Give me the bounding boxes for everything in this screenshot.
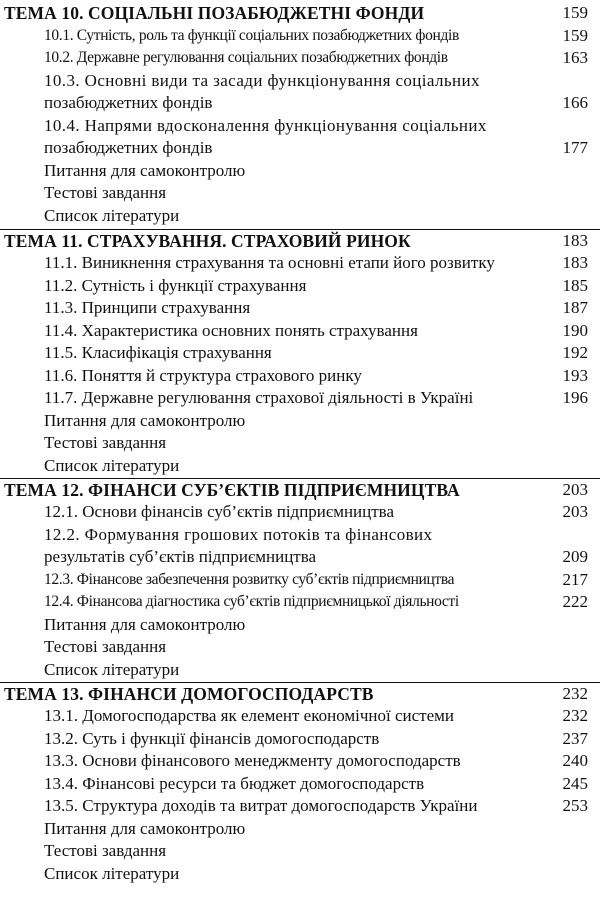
toc-entry-text: результатів суб’єктів підприємництва <box>44 547 317 566</box>
toc-entry <box>0 728 588 750</box>
toc-entry-page-number: 187 <box>562 298 588 317</box>
toc-entry-page-number: 203 <box>562 502 588 521</box>
toc-topic-heading-text: ТЕМА 11. СТРАХУВАННЯ. СТРАХОВИЙ РИНОК <box>4 230 411 251</box>
toc-entry <box>0 137 588 159</box>
toc-topic-heading <box>0 2 588 24</box>
toc-entry <box>0 773 588 795</box>
toc-entry-text: 11.6. Поняття й структура страхового ринку <box>44 365 362 385</box>
toc-extra-item-text: Список літератури <box>44 455 180 475</box>
toc-entry-text: 10.3. Основні види та засади функціонування соціальних <box>44 70 480 90</box>
toc-entry-text: 11.4. Характеристика основних понять страхування <box>44 320 418 340</box>
toc-entry-text: 11.7. Державне регулювання страхової діяльності в Україні <box>44 388 474 407</box>
toc-extra-item <box>0 863 588 885</box>
toc-topic-heading-page-number: 183 <box>562 230 588 250</box>
toc-topic-heading-text: ТЕМА 13. ФІНАНСИ ДОМОГОСПОДАРСТВ <box>4 683 374 704</box>
toc-entry-page-number: 222 <box>562 592 588 611</box>
toc-entry-page-number: 192 <box>562 343 588 362</box>
toc-extra-item-text: Питання для самоконтролю <box>44 818 246 838</box>
toc-entry <box>0 275 588 297</box>
toc-entry <box>0 70 588 92</box>
toc-entry-page-number: 185 <box>562 275 588 295</box>
toc-entry-page-number: 253 <box>562 796 588 815</box>
toc-entry <box>0 252 588 274</box>
toc-extra-item-text: Питання для самоконтролю <box>44 410 246 430</box>
toc-topic-heading <box>0 479 588 501</box>
toc-entry <box>0 297 588 319</box>
toc-entry-text: 13.3. Основи фінансового менеджменту домогосподарств <box>44 751 461 770</box>
toc-entry <box>0 387 588 409</box>
toc-entry-page-number: 209 <box>562 547 588 566</box>
toc-entry <box>0 705 588 727</box>
toc-entry-text: 11.3. Принципи страхування <box>44 298 251 317</box>
toc-entry-text: 10.4. Напрями вдосконалення функціонування соціальних <box>44 115 487 135</box>
toc-entry <box>0 320 588 342</box>
toc-topic-heading-text: ТЕМА 12. ФІНАНСИ СУБ’ЄКТІВ ПІДПРИЄМНИЦТВА <box>4 479 460 500</box>
toc-entry-page-number: 232 <box>562 706 588 725</box>
toc-topic-heading-page-number: 232 <box>562 683 588 703</box>
toc-extra-item <box>0 636 588 658</box>
toc-entry-page-number: 190 <box>562 320 588 340</box>
toc-topic-heading-page-number: 203 <box>562 479 588 499</box>
toc-extra-item-text: Питання для самоконтролю <box>44 160 246 180</box>
toc-section <box>0 478 600 682</box>
toc-entry <box>0 569 588 591</box>
toc-entry-text: 12.2. Формування грошових потоків та фінансових <box>44 524 433 544</box>
toc-entry <box>0 115 588 137</box>
toc-entry <box>0 524 588 546</box>
toc-entry-text: 10.1. Сутність, роль та функції соціальних позабюджетних фондів <box>44 26 459 44</box>
toc-entry <box>0 342 588 364</box>
toc-entry-page-number: 245 <box>562 773 588 793</box>
toc-entry-page-number: 217 <box>562 569 588 589</box>
toc-extra-item-text: Список літератури <box>44 863 180 883</box>
toc-entry-text: 11.1. Виникнення страхування та основні етапи його розвитку <box>44 253 495 272</box>
toc-extra-item-text: Тестові завдання <box>44 841 167 860</box>
toc-extra-item <box>0 432 588 454</box>
toc-extra-item-text: Тестові завдання <box>44 637 167 656</box>
toc-entry-page-number: 196 <box>562 388 588 407</box>
toc-entry <box>0 365 588 387</box>
toc-extra-item-text: Список літератури <box>44 205 180 225</box>
toc-section <box>0 682 600 886</box>
toc-entry-text: 12.4. Фінансова діагностика суб’єктів підприємницької діяльності <box>44 593 459 610</box>
toc-entry <box>0 546 588 568</box>
toc-entry-text: 13.5. Структура доходів та витрат домогосподарств України <box>44 796 478 815</box>
toc-entry-page-number: 159 <box>562 25 588 45</box>
toc-entry <box>0 591 588 613</box>
toc-topic-heading-text: ТЕМА 10. СОЦІАЛЬНІ ПОЗАБЮДЖЕТНІ ФОНДИ <box>4 3 425 23</box>
toc-entry <box>0 47 588 69</box>
toc-topic-heading <box>0 683 588 705</box>
toc-extra-item <box>0 410 588 432</box>
toc-entry-page-number: 166 <box>562 93 588 112</box>
toc-entry-text: 13.2. Суть і функції фінансів домогосподарств <box>44 728 380 748</box>
toc-extra-item <box>0 614 588 636</box>
toc-entry-page-number: 193 <box>562 365 588 385</box>
toc-entry <box>0 501 588 523</box>
toc-entry-page-number: 240 <box>562 751 588 770</box>
toc-entry-page-number: 177 <box>562 138 588 157</box>
toc-extra-item <box>0 840 588 862</box>
toc-entry-page-number: 183 <box>562 253 588 272</box>
toc-extra-item-text: Тестові завдання <box>44 183 167 202</box>
toc-topic-heading <box>0 230 588 252</box>
toc-entry <box>0 795 588 817</box>
toc-entry-text: 13.1. Домогосподарства як елемент економічної системи <box>44 706 454 725</box>
toc-extra-item <box>0 205 588 227</box>
toc-extra-item <box>0 182 588 204</box>
toc-entry-text: 10.2. Державне регулювання соціальних позабюджетних фондів <box>44 49 448 66</box>
toc-entry-text: 11.5. Класифікація страхування <box>44 343 272 362</box>
toc-entry-page-number: 163 <box>562 48 588 67</box>
toc-entry-text: 13.4. Фінансові ресурси та бюджет домогосподарств <box>44 773 425 793</box>
toc-entry-text: позабюджетних фондів <box>44 93 213 112</box>
toc-topic-heading-page-number: 159 <box>562 3 588 22</box>
toc-extra-item <box>0 455 588 477</box>
toc-entry-page-number: 237 <box>562 728 588 748</box>
toc-entry <box>0 25 588 47</box>
toc-entry-text: 11.2. Сутність і функції страхування <box>44 275 307 295</box>
toc-entry <box>0 750 588 772</box>
toc-extra-item <box>0 818 588 840</box>
toc-section <box>0 2 600 227</box>
toc-extra-item-text: Тестові завдання <box>44 433 167 452</box>
toc-extra-item <box>0 659 588 681</box>
toc-section <box>0 229 600 478</box>
toc-entry-text: 12.1. Основи фінансів суб’єктів підприємництва <box>44 502 395 521</box>
toc-entry <box>0 92 588 114</box>
toc-extra-item <box>0 160 588 182</box>
toc-entry-text: 12.3. Фінансове забезпечення розвитку суб’єктів підприємництва <box>44 570 455 588</box>
toc-entry-text: позабюджетних фондів <box>44 138 213 157</box>
toc-extra-item-text: Список літератури <box>44 659 180 679</box>
toc-extra-item-text: Питання для самоконтролю <box>44 614 246 634</box>
